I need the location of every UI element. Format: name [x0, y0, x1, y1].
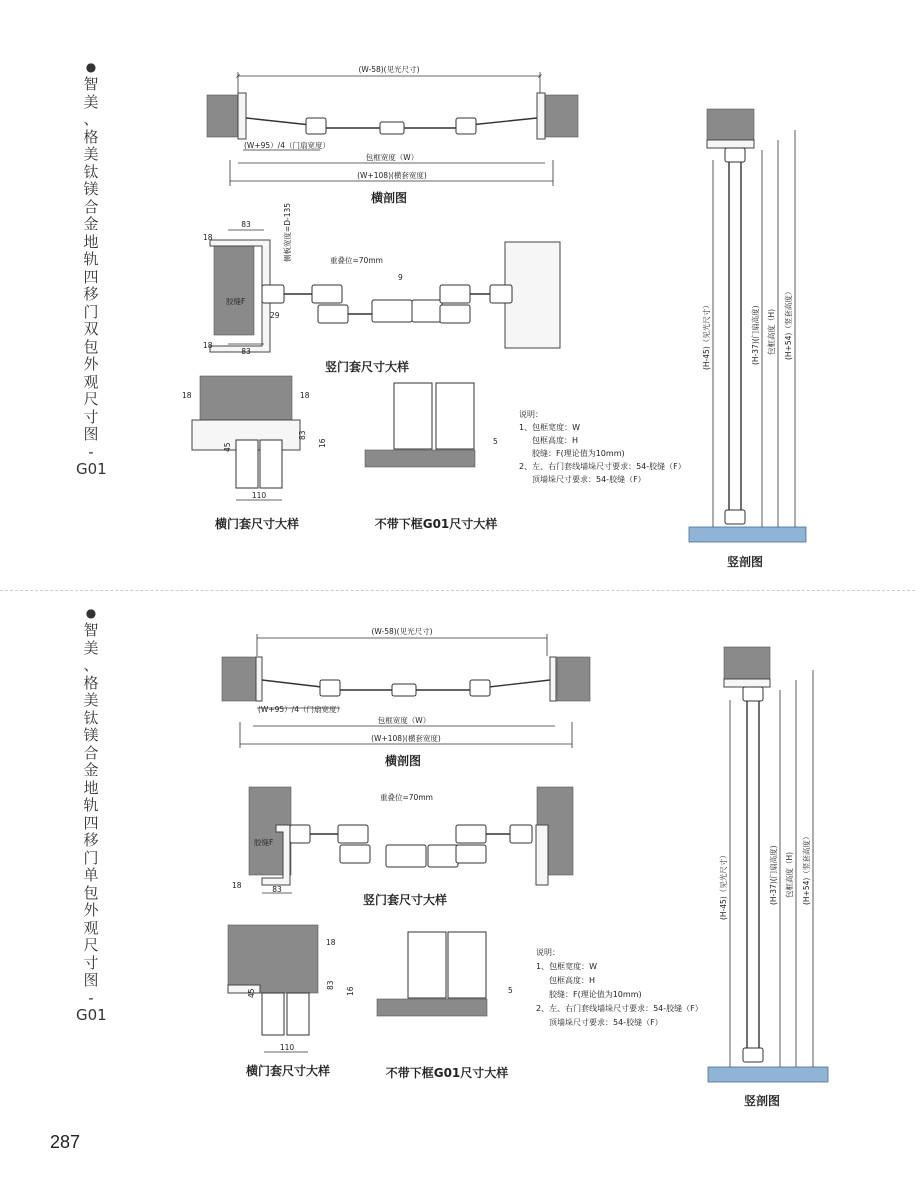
s2-vd-caption: 竖门套尺寸大样 [362, 893, 448, 907]
s2-sv-h: 包框高度（H) [785, 851, 794, 898]
s1-hd-18l: 18 [182, 391, 192, 400]
s1-hd-45: 45 [223, 442, 232, 452]
s2-dim-total: (W+108)(横套宽度) [371, 734, 441, 743]
title-char: 观 [83, 372, 99, 391]
s1-sv-h: 包框高度（H) [767, 308, 776, 355]
s2-note-2: 包框高度：H [549, 976, 596, 985]
s2-vd-18: 18 [232, 881, 242, 890]
title-char: 图 [83, 971, 99, 989]
s1-vd-caption: 竖门套尺寸大样 [324, 360, 410, 374]
s1-vd-gap: 胶缝F [226, 297, 246, 306]
title-char: 移 [83, 285, 99, 303]
title-char: 寸 [83, 953, 99, 972]
title-char: 金 [83, 215, 99, 233]
title-char: 四 [83, 813, 99, 832]
s1-dim-total: (W+108)(横套宽度) [357, 171, 427, 180]
page-number: 287 [50, 1132, 81, 1152]
s1-vd-83b: 83 [241, 347, 251, 356]
s1-bottom-detail [365, 383, 498, 531]
title-char: 美 [83, 691, 99, 709]
s1-sv-caption: 竖剖图 [726, 555, 764, 569]
title-char: 地 [83, 232, 99, 251]
s1-vd-83: 83 [241, 220, 251, 229]
s1-note-2: 包框高度：H [532, 436, 579, 445]
s2-sv-caption: 竖剖图 [743, 1094, 781, 1108]
title-char: - [88, 988, 94, 1007]
s1-horizontal-caption: 横剖图 [370, 191, 408, 205]
s2-hd-45: 45 [247, 988, 256, 998]
s2-horizontal-section [222, 626, 590, 768]
title-char: 外 [83, 901, 99, 919]
s1-vertical-section [689, 109, 806, 569]
s2-note-3: 胶缝：F(理论值为10mm) [549, 990, 642, 999]
title-char: 镁 [83, 180, 99, 198]
title-char: 钛 [83, 708, 99, 727]
s2-bd-caption: 不带下框G01尺寸大样 [385, 1066, 509, 1080]
s1-vd-18b: 18 [203, 341, 213, 350]
s1-note-0: 说明： [519, 410, 543, 419]
s2-vd-83: 83 [272, 885, 282, 894]
s2-hd-18: 18 [326, 938, 336, 947]
s1-note-4: 2、左、右门套线墙垛尺寸要求：54-胶缝（F） [519, 462, 686, 471]
title-char: 格 [83, 127, 99, 146]
s1-dim-top: (W-58)(见光尺寸) [358, 65, 420, 74]
title-char: 合 [83, 743, 99, 762]
title-char: G01 [76, 1006, 107, 1024]
s1-bd-5: 5 [493, 437, 498, 446]
s2-vertical-section [708, 647, 828, 1108]
title-char: 寸 [83, 407, 99, 426]
s1-hd-83: 83 [298, 430, 307, 440]
title-char: 美 [83, 638, 99, 657]
s2-vd-gap: 胶缝F [254, 838, 274, 847]
title-char: 外 [83, 355, 99, 373]
title-char: 轨 [83, 796, 99, 814]
title-char: 图 [83, 425, 99, 443]
s2-hd-83: 83 [326, 980, 335, 990]
s2-note-4: 2、左、右门套线墙垛尺寸要求：54-胶缝（F） [536, 1004, 703, 1013]
title-char: 、 [83, 656, 99, 674]
s1-vd-overlap: 重叠位=70mm [330, 256, 383, 265]
title-char: 移 [83, 831, 99, 849]
s1-head-detail [182, 376, 327, 531]
s1-notes [519, 409, 686, 484]
s2-horizontal-caption: 横剖图 [384, 754, 422, 768]
s2-dim-top: (W-58)(见光尺寸) [371, 627, 433, 636]
title-char: 单 [83, 866, 99, 884]
s1-hd-18r: 18 [300, 391, 310, 400]
title-char: 金 [83, 761, 99, 779]
s2-dim-frame: 包框宽度（W） [377, 716, 431, 725]
s2-note-0: 说明： [536, 948, 560, 957]
title-char: 双 [83, 320, 99, 338]
s1-hd-caption: 横门套尺寸大样 [214, 517, 300, 531]
s1-hd-16: 16 [318, 438, 327, 448]
title-char: 地 [83, 778, 99, 797]
title-char: 包 [83, 883, 99, 902]
s1-sv-h37: (H-37)(门扇高度) [751, 305, 760, 365]
title-char: 美 [83, 92, 99, 111]
title-char: - [88, 442, 94, 461]
s1-vd-29: 29 [270, 311, 280, 320]
s1-dim-frame: 包框宽度（W） [365, 153, 419, 162]
s2-vertical-detail [232, 787, 573, 907]
title-char: 尺 [83, 390, 99, 408]
title-char: 门 [83, 302, 99, 321]
title-char: 格 [83, 673, 99, 692]
title-char: 美 [83, 145, 99, 163]
title-char: 、 [83, 110, 99, 128]
s1-vertical-detail [203, 203, 560, 374]
s1-note-5: 顶墙垛尺寸要求：54-胶缝（F） [532, 475, 646, 484]
s1-vd-18: 18 [203, 233, 213, 242]
s1-dim-door: (W+95）/4（门扇宽度） [244, 141, 330, 150]
s1-horizontal-section [207, 64, 578, 205]
s2-notes [536, 947, 703, 1027]
title-char: 合 [83, 197, 99, 216]
title-char: 钛 [83, 162, 99, 181]
s1-vd-side: 侧板宽度=D-135 [283, 202, 292, 262]
s2-hd-caption: 横门套尺寸大样 [245, 1064, 331, 1078]
section-2-title: ● 智 美 、 格 美 钛 镁 合 金 地 轨 四 移 门 单 包 外 观 尺 寸 图 - G01 [76, 606, 107, 1024]
s2-bottom-detail [377, 932, 513, 1080]
s2-sv-h37: (H-37)(门扇高度) [769, 845, 778, 905]
s2-sv-h54: (H+54)（竖套高度） [802, 832, 811, 905]
s2-hd-16: 16 [346, 986, 355, 996]
s2-note-5: 顶墙垛尺寸要求：54-胶缝（F） [549, 1018, 663, 1027]
s1-bd-caption: 不带下框G01尺寸大样 [374, 517, 498, 531]
s2-dim-door: (W+95）/4（门扇宽度） [258, 705, 344, 714]
section-1-title: ● 智 美 、 格 美 钛 镁 合 金 地 轨 四 移 门 双 包 外 观 尺 寸 图 - G01 [76, 60, 107, 478]
s2-sv-h45: (H-45)（见光尺寸） [719, 851, 728, 920]
s2-bd-5: 5 [508, 986, 513, 995]
title-char: 四 [83, 267, 99, 286]
s1-sv-h45: (H-45)（见光尺寸） [702, 301, 711, 370]
s1-note-3: 胶缝：F(理论值为10mm) [532, 449, 625, 458]
title-char: 镁 [83, 726, 99, 744]
s1-hd-110: 110 [251, 491, 267, 500]
s2-note-1: 1、包框宽度：W [536, 962, 597, 971]
s2-vd-overlap: 重叠位=70mm [380, 793, 433, 802]
title-char: 门 [83, 848, 99, 867]
title-char: 观 [83, 918, 99, 937]
title-char: 轨 [83, 250, 99, 268]
title-char: 智 [83, 621, 99, 639]
s1-sv-h54: (H+54)（竖套高度） [784, 287, 793, 360]
s2-hd-110: 110 [279, 1043, 295, 1052]
s1-vd-9: 9 [398, 273, 403, 282]
title-char: 智 [83, 75, 99, 93]
s2-head-detail [228, 925, 355, 1078]
title-char: G01 [76, 460, 107, 478]
title-char: 尺 [83, 936, 99, 954]
title-char: 包 [83, 337, 99, 356]
s1-note-1: 1、包框宽度：W [519, 423, 580, 432]
